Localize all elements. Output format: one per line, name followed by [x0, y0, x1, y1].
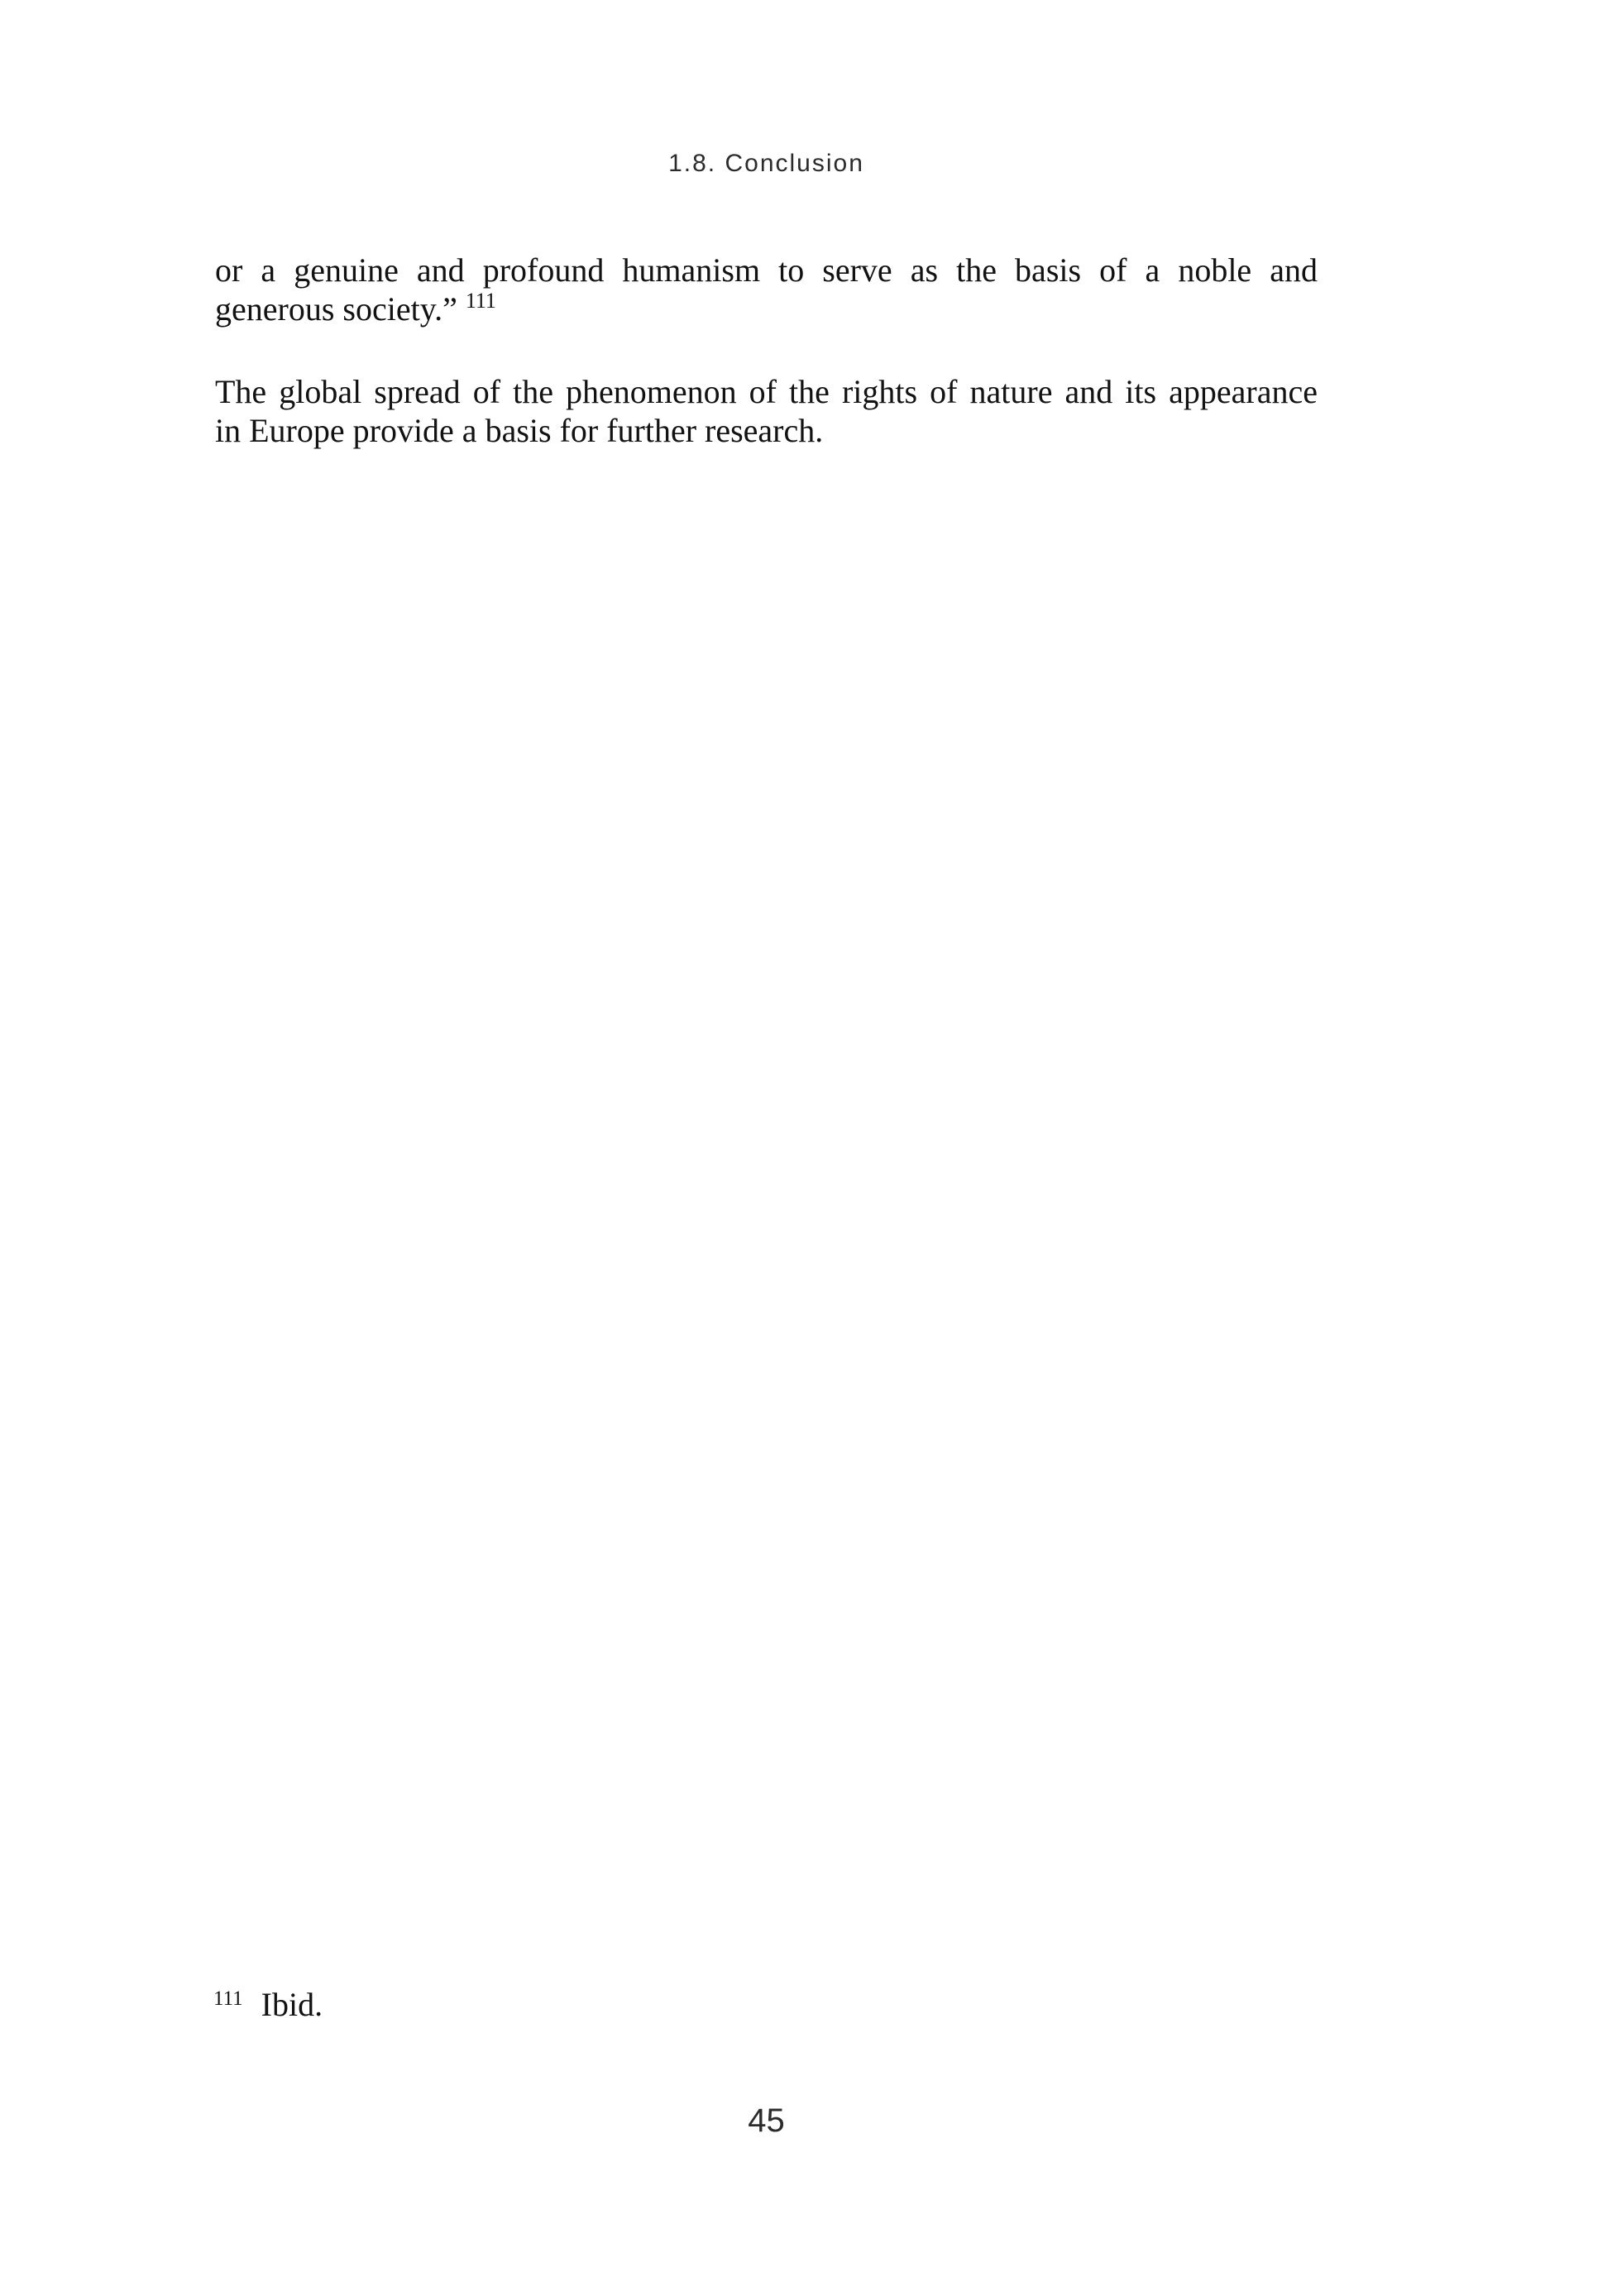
paragraph-quote-continuation — [215, 251, 1318, 328]
footnote-reference-marker: 111 — [465, 289, 496, 313]
paragraph2-line2: in Europe provide a basis for further research. — [215, 412, 824, 449]
page-number: 45 — [748, 2102, 785, 2139]
footnote-number: 111 — [213, 1987, 243, 2010]
paragraph2-line1: The global spread of the phenomenon of the rights of nature and its appearance — [215, 373, 1318, 410]
paragraph1-line2 — [215, 289, 1318, 328]
paragraph1-line1: or a genuine and profound humanism to serve as the basis of a noble and — [215, 251, 1318, 289]
footnote — [213, 1985, 1316, 2024]
footnote-text: Ibid. — [261, 1986, 323, 2023]
paragraph-global-spread — [215, 372, 1318, 450]
body-text — [215, 251, 1318, 450]
paragraph1-line2-text: generous society.” — [215, 290, 457, 328]
running-header: 1.8. Conclusion — [668, 150, 864, 177]
